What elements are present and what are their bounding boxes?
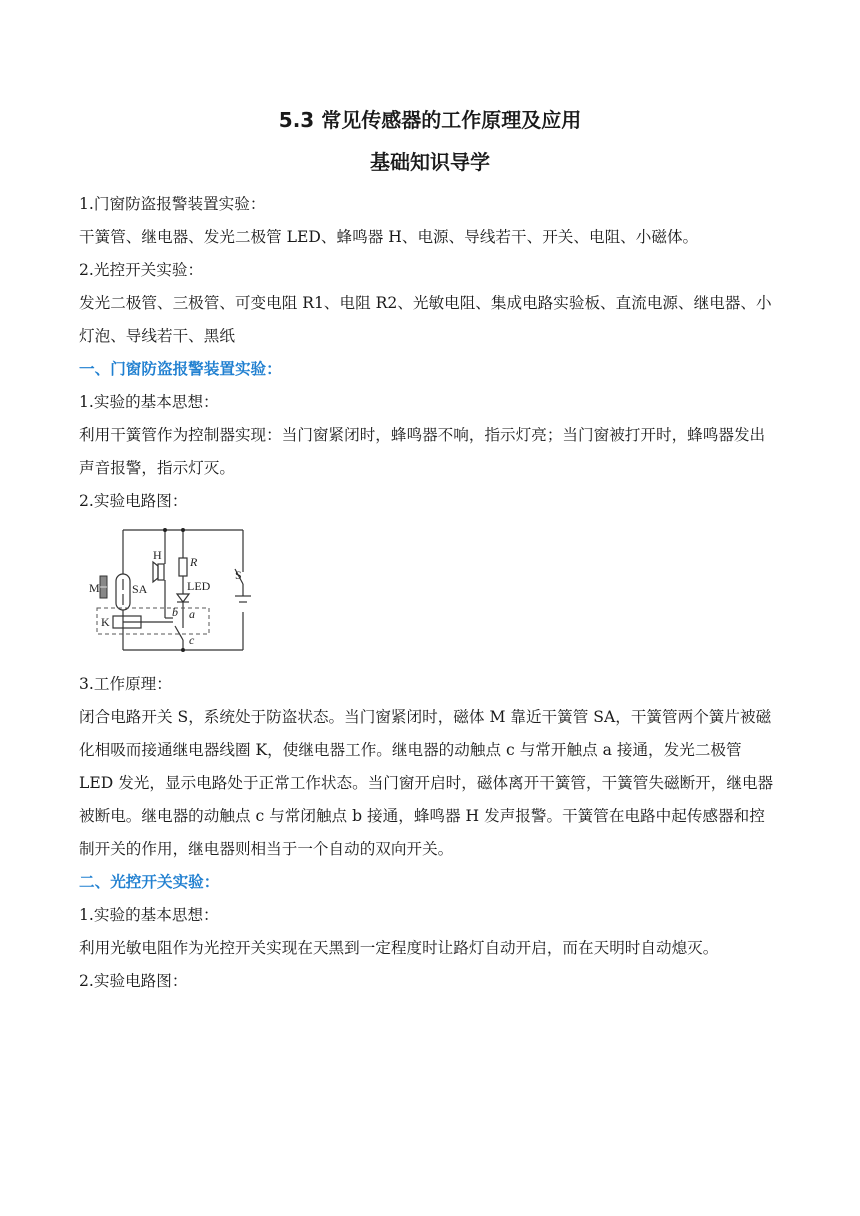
intro-item1-heading: 1.门窗防盗报警装置实验：	[79, 195, 266, 213]
led-icon	[177, 594, 189, 602]
page-subtitle: 基础知识导学	[370, 150, 490, 174]
label-h: H	[153, 548, 162, 562]
document-body	[79, 188, 779, 998]
label-b: b	[172, 605, 178, 619]
relay-contact-icon	[175, 626, 183, 640]
section2-circuit-heading: 2.实验电路图：	[79, 972, 188, 990]
section1-heading: 一、门窗防盗报警装置实验：	[79, 360, 282, 378]
section2-heading: 二、光控开关实验：	[79, 873, 220, 891]
section1-idea-text: 利用干簧管作为控制器实现：当门窗紧闭时，蜂鸣器不响，指示灯亮；当门窗被打开时，蜂鸣器发出声音报警，指示灯灭。	[79, 426, 766, 477]
section1-idea-heading: 1.实验的基本思想：	[79, 393, 219, 411]
intro-item2-materials: 发光二极管、三极管、可变电阻 R1、电阻 R2、光敏电阻、集成电路实验板、直流电源、继电器、小灯泡、导线若干、黑纸	[79, 294, 772, 345]
section2-idea-text: 利用光敏电阻作为光控开关实现在天黑到一定程度时让路灯自动开启，而在天明时自动熄灭。	[79, 939, 719, 957]
label-a: a	[189, 607, 195, 621]
label-m: M	[89, 581, 100, 595]
section1-principle-heading: 3.工作原理：	[79, 675, 172, 693]
section2-idea-heading: 1.实验的基本思想：	[79, 906, 219, 924]
label-s: S	[235, 568, 242, 582]
page-title: 5.3 常见传感器的工作原理及应用	[278, 108, 582, 132]
resistor-icon	[179, 558, 187, 576]
alarm-circuit-diagram	[83, 522, 253, 662]
buzzer-icon	[158, 564, 164, 580]
label-k: K	[101, 615, 110, 629]
intro-item2-heading: 2.光控开关实验：	[79, 261, 204, 279]
section1-principle-text: 闭合电路开关 S，系统处于防盗状态。当门窗紧闭时，磁体 M 靠近干簧管 SA，干簧管两个簧片被磁化相吸而接通继电器线圈 K，使继电器工作。继电器的动触点 c 与常开触点 a 接通，发光二极管 LED 发光，显示电路处于正常工作状态。当门窗开启时，磁体离开干簧管，干簧管失磁断开，继电器被断电。继电器的动触点 c 与常闭触点 b 接通，蜂鸣器 H 发声报警。干簧管在电路中起传感器和控制开关的作用，继电器则相当于一个自动的双向开关。	[79, 708, 774, 858]
label-sa: SA	[132, 582, 148, 596]
label-led: LED	[187, 579, 211, 593]
intro-item1-materials: 干簧管、继电器、发光二极管 LED、蜂鸣器 H、电源、导线若干、开关、电阻、小磁体。	[79, 228, 699, 246]
section1-circuit-heading: 2.实验电路图：	[79, 492, 188, 510]
label-c: c	[189, 633, 195, 647]
label-r: R	[190, 555, 198, 569]
